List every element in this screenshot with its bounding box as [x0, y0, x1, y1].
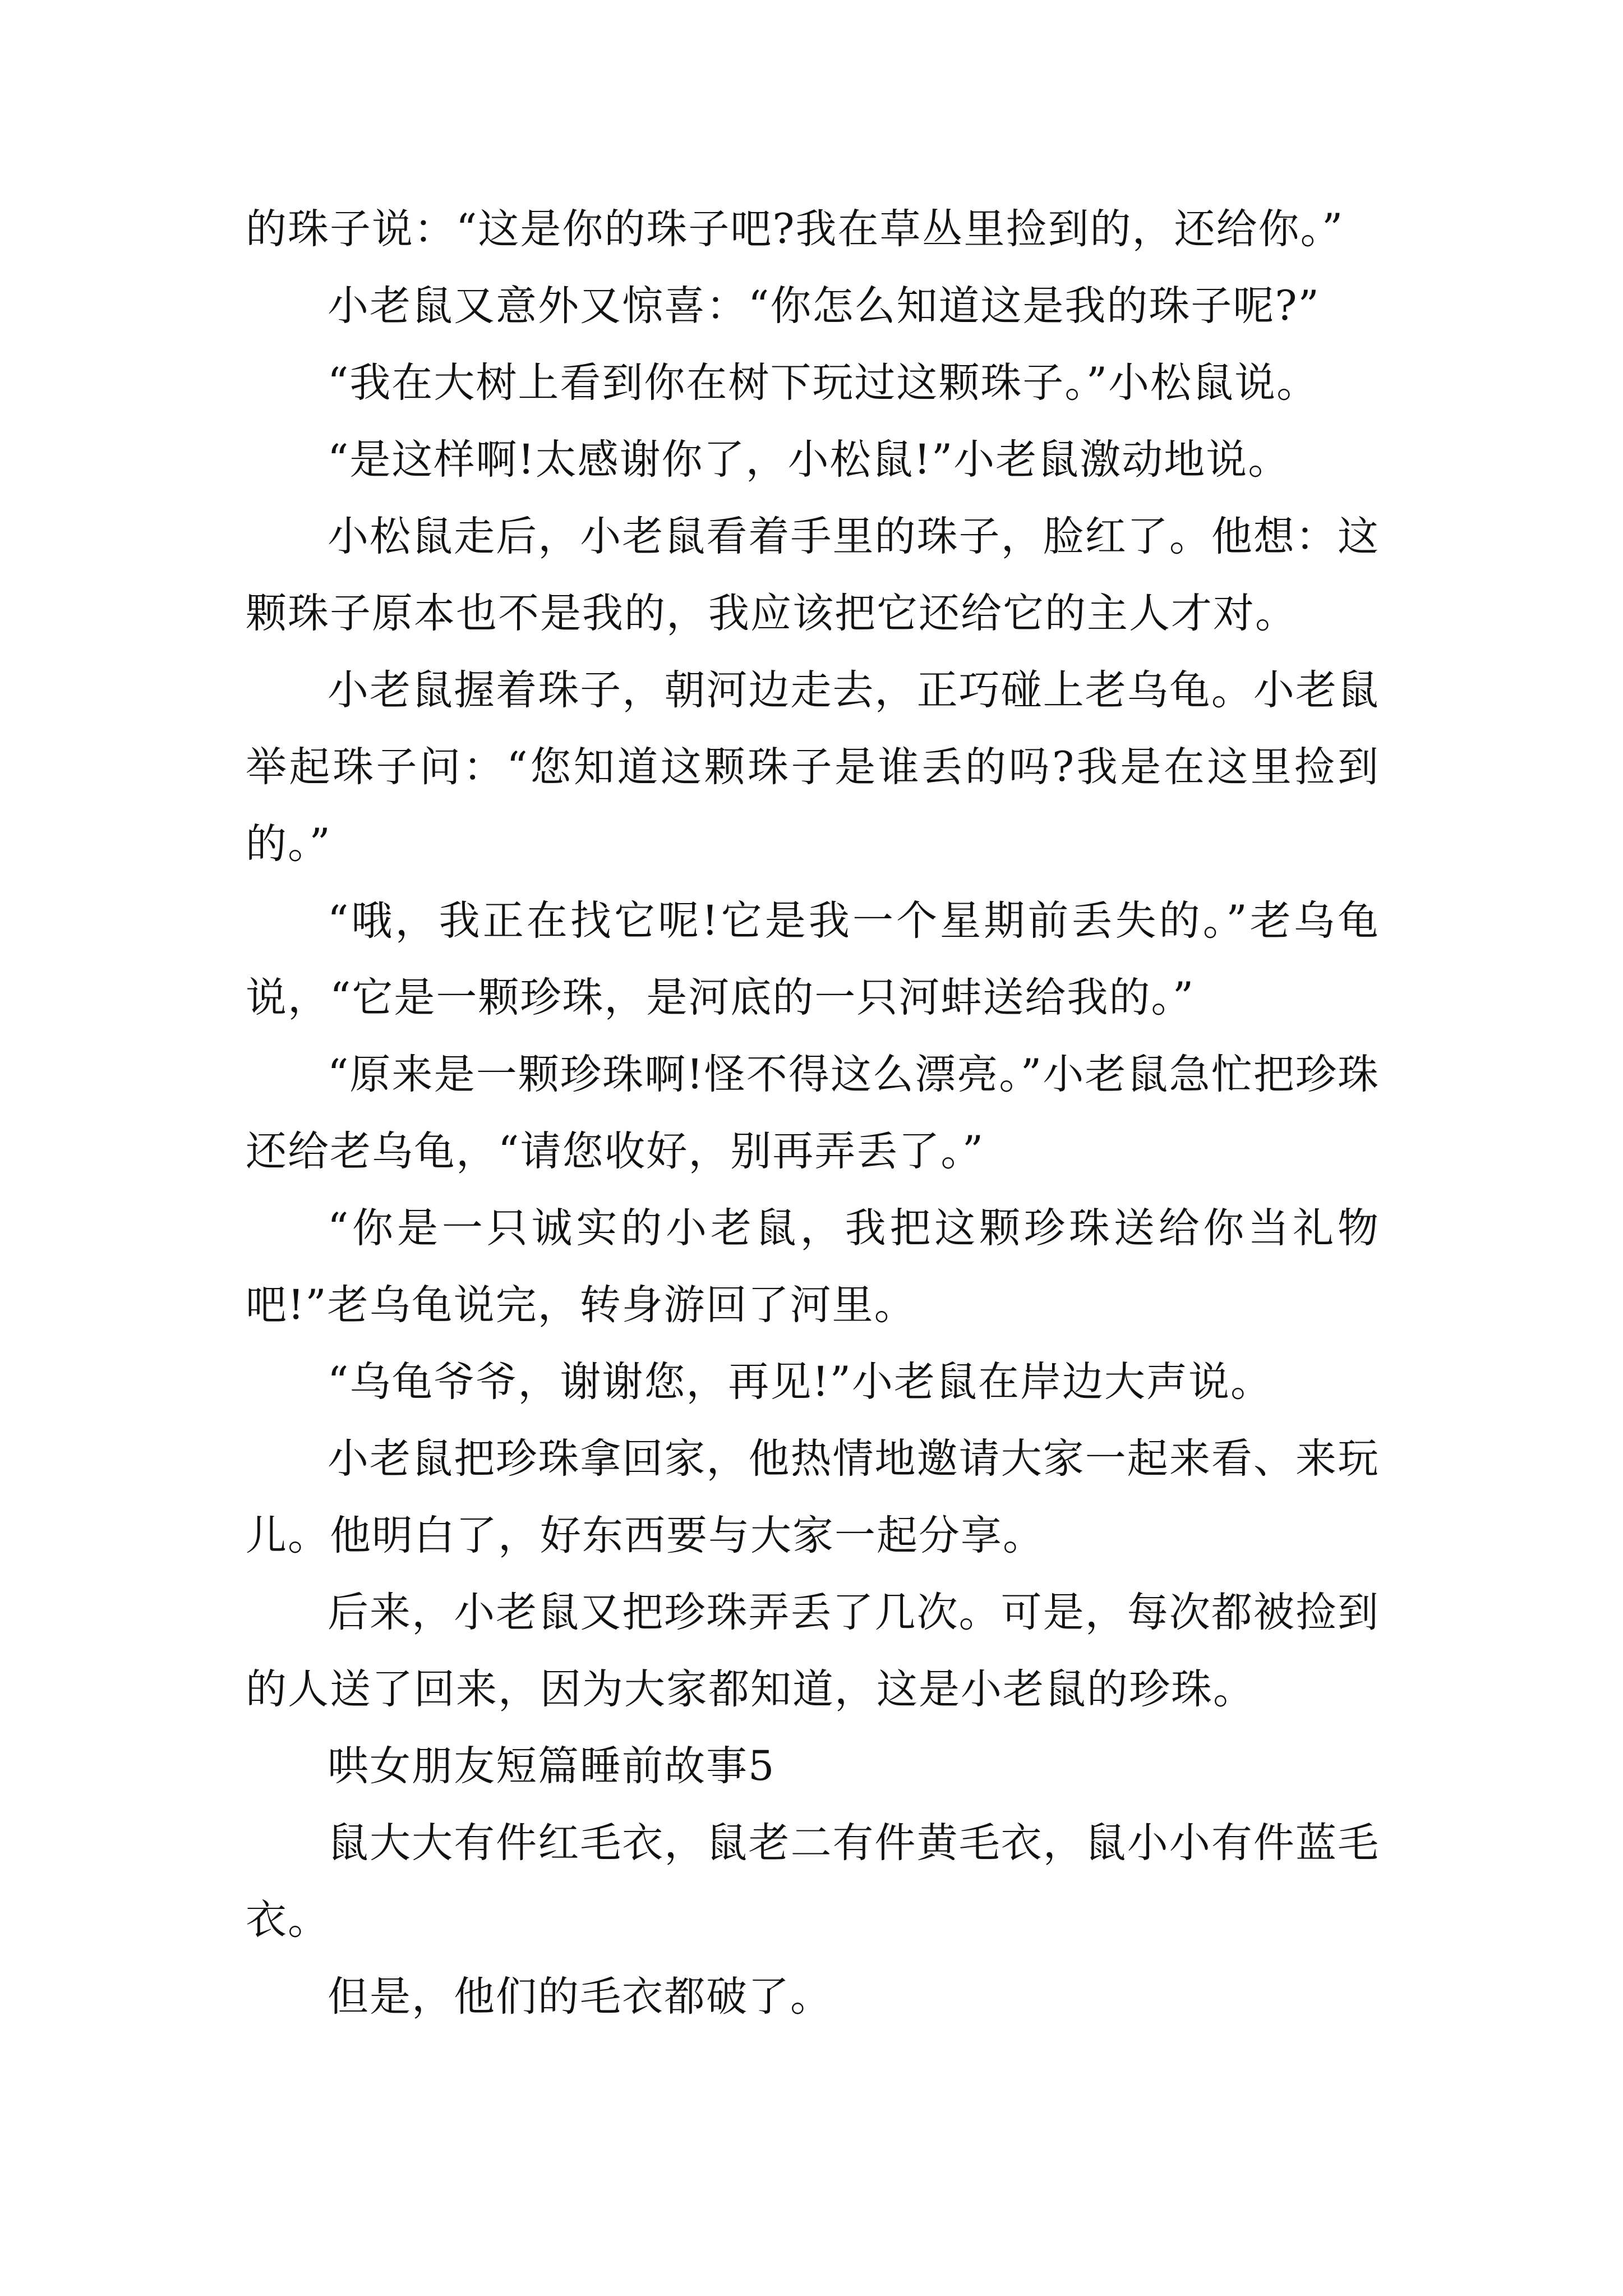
paragraph: 小老鼠握着珠子，朝河边走去，正巧碰上老乌龟。小老鼠举起珠子问：“您知道这颗珠子是谁丢的吗?我是在这里捡到的。”: [246, 666, 1380, 868]
paragraph: “原来是一颗珍珠啊!怪不得这么漂亮。”小老鼠急忙把珍珠还给老乌龟，“请您收好，别再弄丢了。”: [246, 1051, 1380, 1175]
paragraph: 鼠大大有件红毛衣，鼠老二有件黄毛衣，鼠小小有件蓝毛衣。: [246, 1819, 1380, 1944]
paragraph: 小老鼠又意外又惊喜：“你怎么知道这是我的珠子呢?”: [328, 282, 1320, 330]
paragraph: 后来，小老鼠又把珍珠弄丢了几次。可是，每次都被捡到的人送了回来，因为大家都知道，这是小老鼠的珍珠。: [246, 1589, 1380, 1713]
paragraph-continuation: 的珠子说：“这是你的珠子吧?我在草丛里捡到的，还给你。”: [246, 205, 1344, 253]
paragraph: 但是，他们的毛衣都破了。: [328, 1973, 832, 2021]
paragraph: 小松鼠走后，小老鼠看着手里的珠子，脸红了。他想：这颗珠子原本也不是我的，我应该把它还给它的主人才对。: [246, 513, 1380, 637]
paragraph: “乌龟爷爷，谢谢您，再见!”小老鼠在岸边大声说。: [328, 1358, 1272, 1406]
paragraph: “哦，我正在找它呢!它是我一个星期前丢失的。”老乌龟说，“它是一颗珍珠，是河底的一只河蚌送给我的。”: [246, 897, 1380, 1022]
paragraph: 小老鼠把珍珠拿回家，他热情地邀请大家一起来看、来玩儿。他明白了，好东西要与大家一起分享。: [246, 1435, 1380, 1559]
paragraph: “我在大树上看到你在树下玩过这颗珠子。”小松鼠说。: [328, 359, 1319, 407]
document-body: [246, 191, 1380, 2035]
paragraph: “你是一只诚实的小老鼠，我把这颗珍珠送给你当礼物吧!”老乌龟说完，转身游回了河里。: [246, 1204, 1380, 1329]
paragraph: “是这样啊!太感谢你了，小松鼠!”小老鼠激动地说。: [328, 436, 1290, 484]
section-heading: 哄女朋友短篇睡前故事5: [328, 1742, 776, 1790]
